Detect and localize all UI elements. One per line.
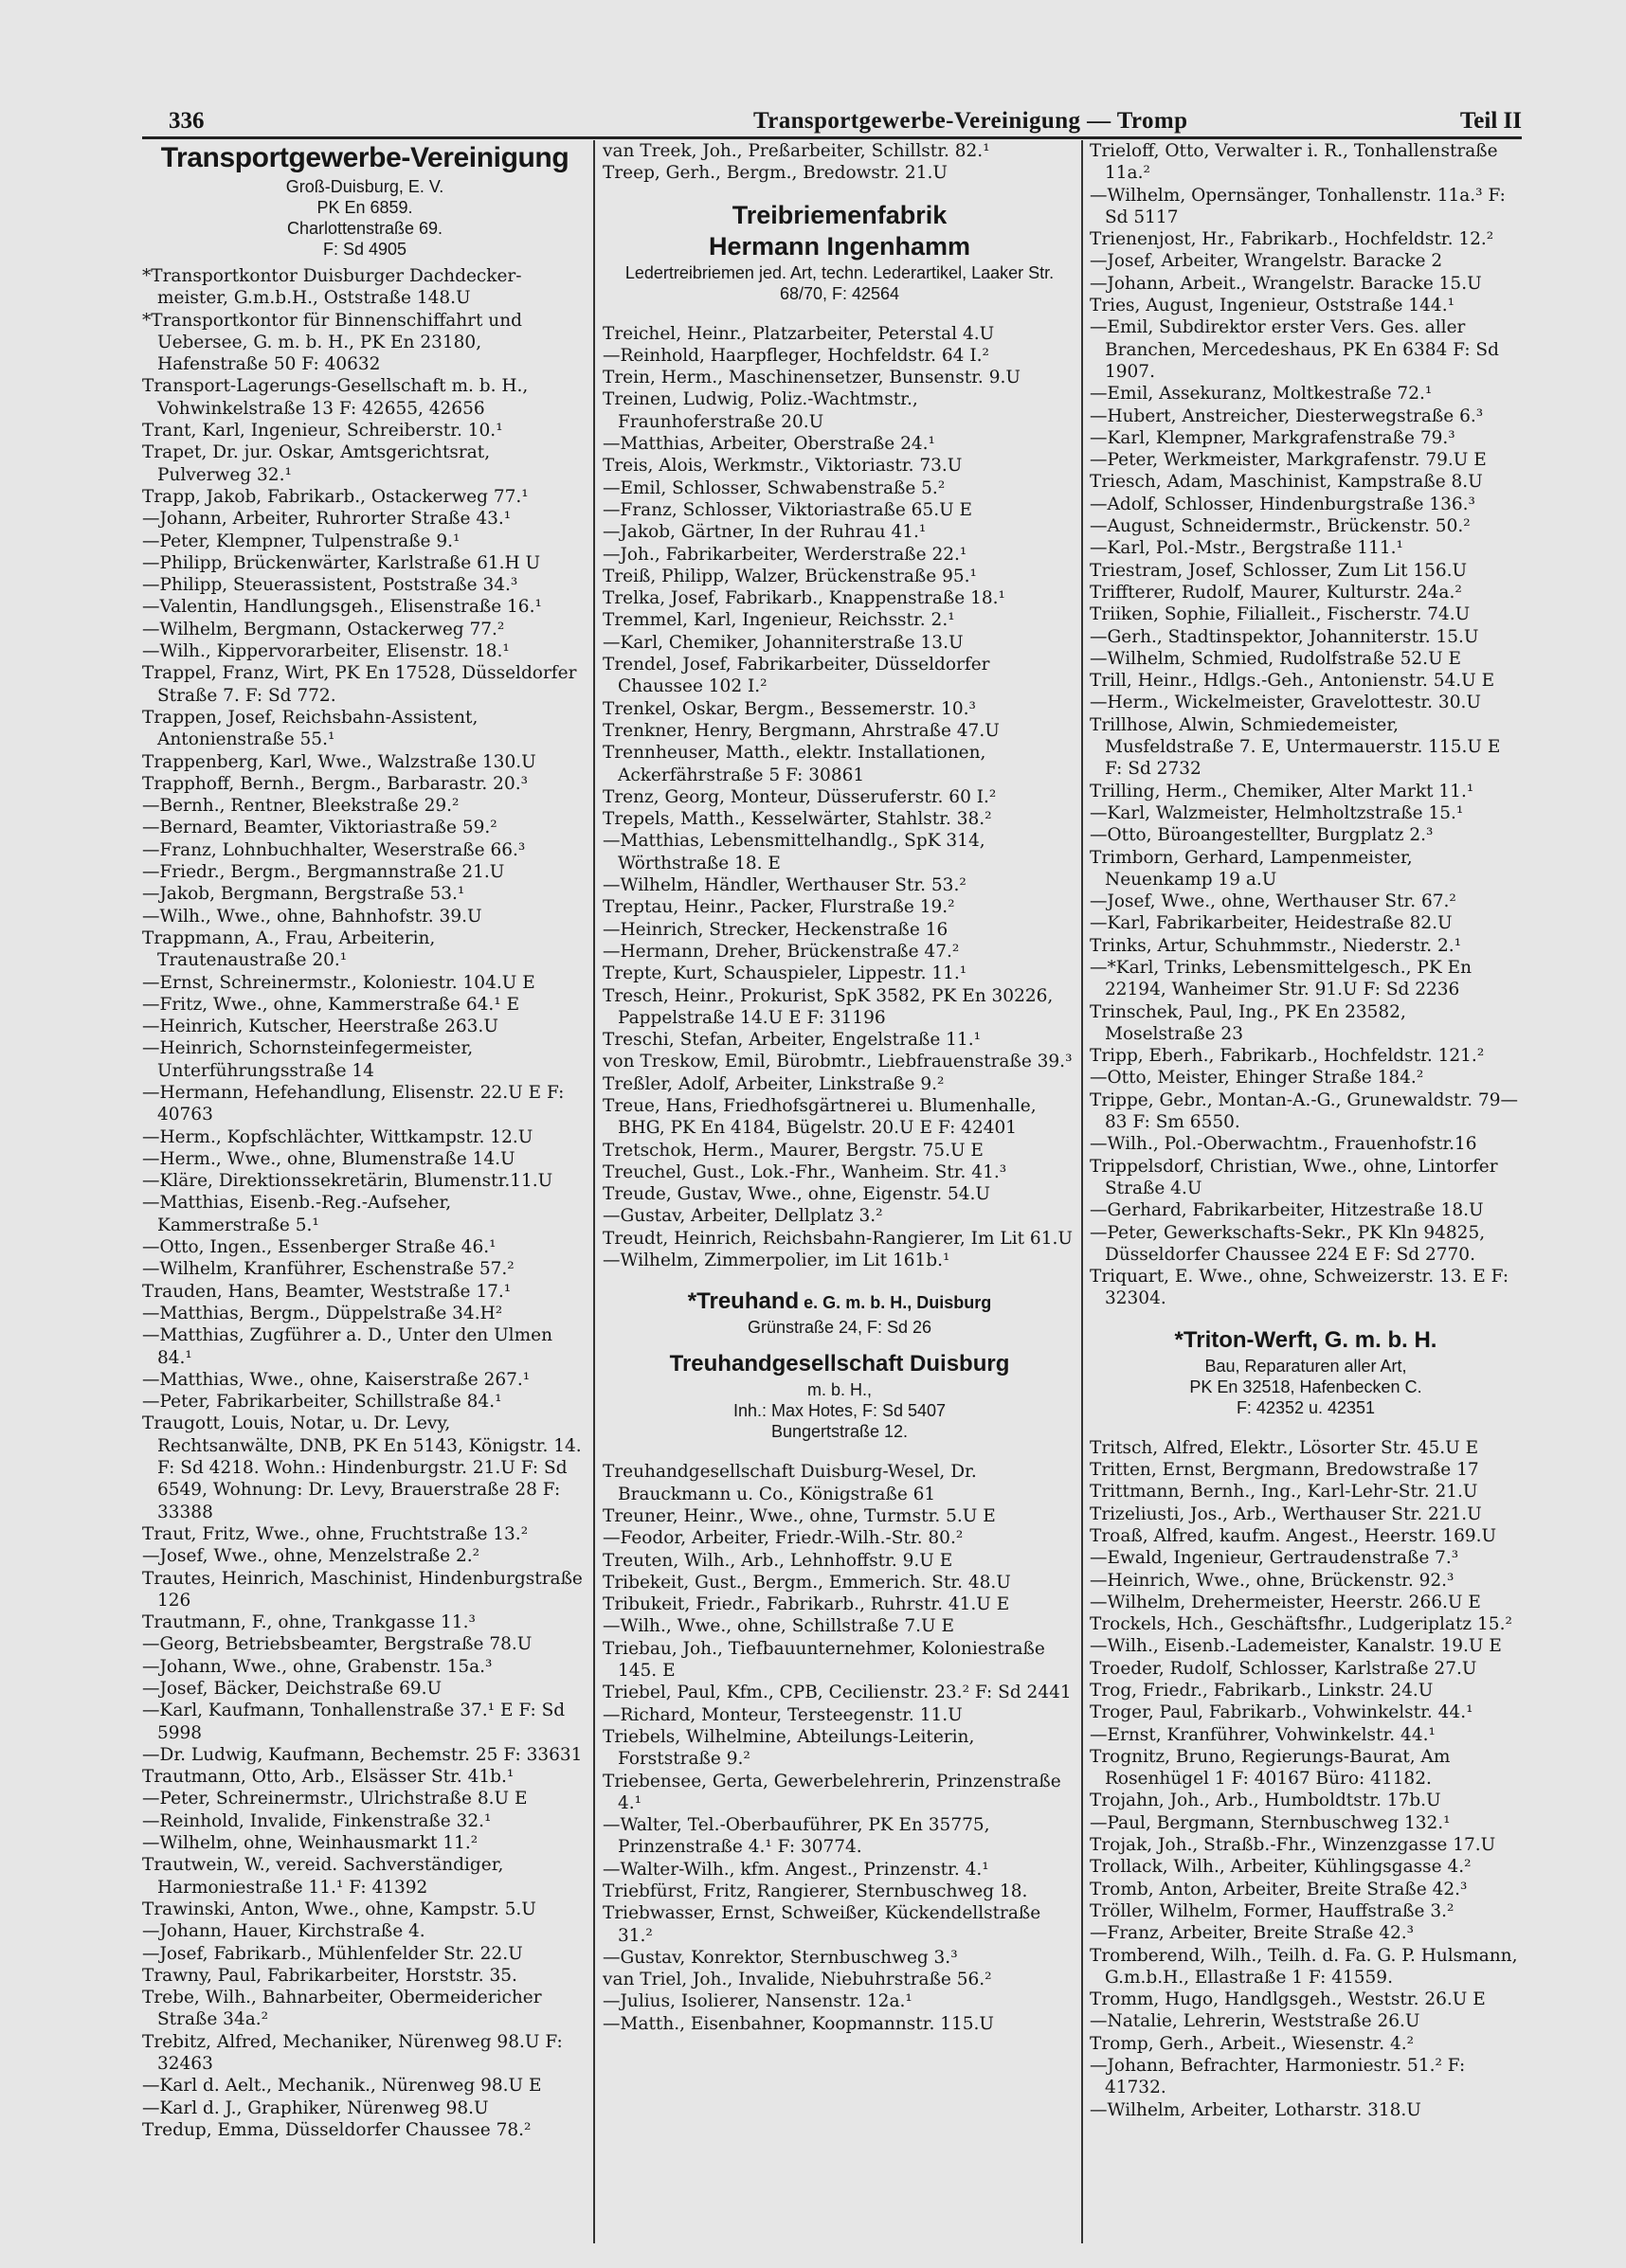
directory-entry: —Wilhelm, Zimmerpolier, im Lit 161b.¹ (603, 1251, 950, 1271)
directory-entry: —Josef, Arbeiter, Wrangelstr. Baracke 2 (1090, 251, 1443, 272)
directory-entry: —Ernst, Schreinermstr., Koloniestr. 104.U E (142, 972, 535, 993)
entry-list (603, 140, 1076, 185)
directory-entry: Treude, Gustav, Wwe., ohne, Eigenstr. 54.U (603, 1184, 991, 1205)
entry-list (1090, 140, 1522, 1310)
directory-entry: Treudt, Heinrich, Reichsbahn-Rangierer, Im Lit 61.U (603, 1228, 1073, 1249)
directory-entry: —Jakob, Gärtner, In der Ruhrau 41.¹ (603, 522, 927, 543)
directory-entry: Treuchel, Gust., Lok.-Fhr., Wanheim. Str. 41.³ (603, 1161, 1007, 1182)
directory-entry: Trenz, Georg, Monteur, Düsseruferstr. 60 I.² (603, 786, 997, 807)
ad-line: Groß-Duisburg, E. V. (285, 177, 444, 196)
directory-entry: —Georg, Betriebsbeamter, Bergstraße 78.U (142, 1634, 533, 1655)
directory-entry: —Hermann, Dreher, Brückenstraße 47.² (603, 941, 960, 962)
ad-line: F: 42352 u. 42351 (1236, 1397, 1376, 1417)
directory-entry: —Fritz, Wwe., ohne, Kammerstraße 64.¹ E (142, 994, 520, 1015)
directory-entry: Trennheuser, Matth., elektr. Installationen, Ackerfährstraße 5 F: 30861 (603, 743, 986, 785)
ad-line: Inh.: Max Hotes, F: Sd 5407 (732, 1401, 947, 1421)
directory-entry: —Heinrich, Schornsteinfegermeister, Unterführungsstraße 14 (142, 1038, 474, 1081)
directory-entry: *Transportkontor Duisburger Dachdecker-meister, G.m.b.H., Oststraße 148.U (142, 266, 522, 309)
directory-entry: —Wilh., Wwe., ohne, Schillstraße 7.U E (603, 1616, 955, 1637)
directory-entry: Treßler, Adolf, Arbeiter, Linkstraße 9.² (603, 1073, 945, 1094)
directory-entry: Triesch, Adam, Maschinist, Kampstraße 8.U (1090, 472, 1483, 493)
ad-line: F: Sd 4905 (322, 240, 407, 259)
directory-entry: —Emil, Subdirektor erster Vers. Ges. aller Branchen, Mercedeshaus, PK En 6384 F: Sd 1907. (1090, 317, 1499, 382)
directory-entry: —Wilhelm, ohne, Weinhausmarkt 11.² (142, 1833, 479, 1854)
directory-entry: —Peter, Fabrikarbeiter, Schillstraße 84.¹ (142, 1392, 502, 1413)
directory-entry: Traut, Fritz, Wwe., ohne, Fruchtstraße 13.² (142, 1523, 529, 1544)
directory-entry: Treiß, Philipp, Walzer, Brückenstraße 95.¹ (603, 566, 977, 586)
directory-entry: —Wilhelm, Händler, Werthauser Str. 53.² (603, 875, 967, 896)
directory-entry: Trill, Heinr., Hdlgs.-Geh., Antonienstr. 54.U E (1090, 671, 1495, 692)
directory-entry: Treptau, Heinr., Packer, Flurstraße 19.² (603, 897, 955, 918)
directory-entry: Tritten, Ernst, Bergmann, Bredowstraße 17 (1090, 1460, 1479, 1481)
column-2 (603, 140, 1076, 2245)
running-title: Transportgewerbe-Vereinigung — Tromp (753, 108, 1188, 134)
directory-entry: —August, Schneidermstr., Brückenstr. 50.² (1090, 516, 1471, 537)
directory-entry: —Matthias, Wwe., ohne, Kaiserstraße 267.¹ (142, 1369, 531, 1390)
directory-entry: —Ewald, Ingenieur, Gertraudenstraße 7.³ (1090, 1548, 1459, 1569)
directory-entry: Tribukeit, Friedr., Fabrikarb., Ruhrstr. 41.U E (603, 1594, 1010, 1615)
directory-entry: Trendel, Josef, Fabrikarbeiter, Düsseldorfer Chaussee 102 I.² (603, 655, 990, 697)
directory-entry: Triebensee, Gerta, Gewerbelehrerin, Prinzenstraße 4.¹ (603, 1771, 1061, 1813)
directory-entry: Tromp, Gerh., Arbeit., Wiesenstr. 4.² (1090, 2033, 1415, 2054)
directory-entry: —Emil, Assekuranz, Moltkestraße 72.¹ (1090, 384, 1433, 405)
directory-entry: —Walter, Tel.-Oberbauführer, PK En 35775, Prinzenstraße 4.¹ F: 30774. (603, 1815, 990, 1858)
column-divider (1081, 140, 1083, 2243)
directory-entry: —Otto, Ingen., Essenberger Straße 46.¹ (142, 1237, 497, 1258)
directory-entry: Trant, Karl, Ingenieur, Schreiberstr. 10.¹ (142, 421, 503, 441)
directory-entry: —Heinrich, Kutscher, Heerstraße 263.U (142, 1017, 498, 1037)
ad-title: Treuhandgesellschaft Duisburg (669, 1351, 1010, 1377)
directory-entry: Treichel, Heinr., Platzarbeiter, Peterstal 4.U (603, 323, 995, 344)
part-label: Teil II (1459, 108, 1522, 134)
directory-entry: —Peter, Klempner, Tulpenstraße 9.¹ (142, 531, 461, 551)
directory-entry: Trienenjost, Hr., Fabrikarb., Hochfeldstr. 12.² (1090, 229, 1494, 250)
directory-entry: —Joh., Fabrikarbeiter, Werderstraße 22.¹ (603, 544, 967, 565)
directory-entry: Trapphoff, Bernh., Bergm., Barbarastr. 20.³ (142, 773, 529, 794)
ad-title: *Triton-Werft, G. m. b. H. (1174, 1326, 1437, 1353)
directory-entry: —Emil, Schlosser, Schwabenstraße 5.² (603, 477, 946, 498)
directory-entry: Trippelsdorf, Christian, Wwe., ohne, Lintorfer Straße 4.U (1090, 1156, 1498, 1198)
directory-entry: Trippe, Gebr., Montan-A.-G., Grunewaldstr. 79—83 F: Sm 6550. (1090, 1089, 1518, 1133)
header-rule (142, 136, 1522, 139)
directory-entry: Treuten, Wilh., Arb., Lehnhoffstr. 9.U E (603, 1550, 953, 1571)
directory-entry: —Peter, Schreinermstr., Ulrichstraße 8.U E (142, 1789, 528, 1809)
ad-title: *Treuhand (687, 1288, 800, 1315)
directory-entry: —Valentin, Handlungsgeh., Elisenstraße 16.¹ (142, 597, 542, 618)
directory-entry: —Karl, Klempner, Markgrafenstraße 79.³ (1090, 427, 1455, 448)
directory-entry: —Gustav, Arbeiter, Dellplatz 3.² (603, 1206, 883, 1227)
directory-entry: Triiken, Sophie, Filialleit., Fischerstr. 74.U (1090, 604, 1471, 625)
directory-entry: —Wilhelm, Kranführer, Eschenstraße 57.² (142, 1259, 515, 1280)
directory-entry: —Karl, Walzmeister, Helmholtzstraße 15.¹ (1090, 802, 1464, 823)
directory-entry: —Richard, Monteur, Tersteegenstr. 11.U (603, 1704, 963, 1725)
directory-entry: Trapet, Dr. jur. Oskar, Amtsgerichtsrat, Pulverweg 32.¹ (142, 442, 491, 485)
directory-entry: von Treskow, Emil, Bürobmtr., Liebfrauenstraße 39.³ (603, 1052, 1073, 1072)
directory-entry: —Johann, Hauer, Kirchstraße 4. (142, 1921, 425, 1942)
ad-title: Hermann Ingenhamm (708, 231, 971, 261)
directory-entry: —Herm., Wwe., ohne, Blumenstraße 14.U (142, 1148, 515, 1169)
directory-entry: Traugott, Louis, Notar, u. Dr. Levy, Rechtsanwälte, DNB, PK En 5143, Königstr. 14. F: Sd 4218. Wohn.: Hindenburgstr. 21.U F: Sd 6549, Wohnung: Dr. Levy, Brauerstraße 28 F: 33388 (142, 1413, 582, 1522)
column-1 (142, 140, 587, 2245)
ad-title-suffix: e. G. m. b. H., Duisburg (804, 1293, 992, 1313)
directory-entry: Trillhose, Alwin, Schmiedemeister, Musfeldstraße 7. E, Untermauerstr. 115.U E F: Sd 2732 (1090, 714, 1501, 780)
directory-entry: —Ernst, Kranführer, Vohwinkelstr. 44.¹ (1090, 1724, 1436, 1745)
directory-entry: Trauden, Hans, Beamter, Weststraße 17.¹ (142, 1281, 512, 1302)
directory-entry: van Triel, Joh., Invalide, Niebuhrstraße 56.² (603, 1970, 992, 1990)
directory-entry: —Wilh., Kippervorarbeiter, Elisenstr. 18.¹ (142, 641, 510, 662)
directory-entry: —Franz, Schlosser, Viktoriastraße 65.U E (603, 499, 973, 520)
directory-entry: van Treek, Joh., Preßarbeiter, Schillstr. 82.¹ (603, 141, 990, 161)
directory-entry: Treis, Alois, Werkmstr., Viktoriastr. 73.U (603, 456, 963, 477)
entry-list (603, 1461, 1076, 2035)
directory-entry: Trawinski, Anton, Wwe., ohne, Kampstr. 5.U (142, 1899, 536, 1919)
directory-entry: Trebitz, Alfred, Mechaniker, Nürenweg 98.U F: 32463 (142, 2031, 563, 2075)
directory-entry: —Reinhold, Invalide, Finkenstraße 32.¹ (142, 1810, 492, 1831)
directory-entry: —Otto, Büroangestellter, Burgplatz 2.³ (1090, 825, 1434, 846)
directory-entry: —Reinhold, Haarpfleger, Hochfeldstr. 64 I.² (603, 345, 989, 366)
directory-entry: —Franz, Lohnbuchhalter, Weserstraße 66.³ (142, 839, 526, 860)
directory-entry: —Karl d. J., Graphiker, Nürenweg 98.U (142, 2097, 489, 2118)
column-3 (1090, 140, 1522, 2245)
directory-entry: Trein, Herm., Maschinensetzer, Bunsenstr. 9.U (603, 368, 1021, 388)
directory-entry: Trappenberg, Karl, Wwe., Walzstraße 130.U (142, 751, 536, 772)
directory-entry: —Kläre, Direktionssekretärin, Blumenstr.11.U (142, 1171, 553, 1192)
directory-entry: —Johann, Arbeiter, Ruhrorter Straße 43.¹ (142, 509, 512, 530)
directory-entry: —Karl, Kaufmann, Tonhallenstraße 37.¹ E F: Sd 5998 (142, 1701, 566, 1743)
directory-entry: —Gerhard, Fabrikarbeiter, Hitzestraße 18.U (1090, 1200, 1484, 1221)
directory-entry: Trautmann, F., ohne, Trankgasse 11.³ (142, 1612, 476, 1633)
ad-title: Treibriemenfabrik (732, 200, 948, 229)
directory-entry: Trinks, Artur, Schuhmmstr., Niederstr. 2.¹ (1090, 935, 1462, 956)
directory-entry: Treep, Gerh., Bergm., Bredowstr. 21.U (603, 163, 948, 184)
directory-entry: —*Karl, Trinks, Lebensmittelgesch., PK En 22194, Wanheimer Str. 91.U F: Sd 2236 (1090, 957, 1472, 1000)
directory-entry: —Philipp, Steuerassistent, Poststraße 34.³ (142, 575, 518, 596)
directory-entry: —Herm., Wickelmeister, Gravelottestr. 30.U (1090, 693, 1481, 713)
directory-entry: Trilling, Herm., Chemiker, Alter Markt 11.¹ (1090, 781, 1474, 801)
directory-entry: —Friedr., Bergm., Bergmannstraße 21.U (142, 862, 505, 883)
directory-entry: —Otto, Meister, Ehinger Straße 184.² (1090, 1068, 1424, 1089)
ad-line: Charlottenstraße 69. (286, 219, 443, 238)
directory-entry: —Matthias, Eisenb.-Reg.-Aufseher, Kammerstraße 5.¹ (142, 1193, 452, 1235)
directory-entry: *Transportkontor für Binnenschiffahrt und Uebersee, G. m. b. H., PK En 23180, Hafenstraße 50 F: 40632 (142, 310, 522, 375)
directory-entry: Tromb, Anton, Arbeiter, Breite Straße 42.³ (1090, 1879, 1468, 1899)
directory-entry: Trappen, Josef, Reichsbahn-Assistent, Antonienstraße 55.¹ (142, 707, 479, 750)
directory-entry: —Wilhelm, Drehermeister, Heerstr. 266.U E (1090, 1592, 1481, 1612)
directory-entry: Trautes, Heinrich, Maschinist, Hindenburgstraße 126 (142, 1568, 583, 1611)
directory-entry: Trautwein, W., vereid. Sachverständiger, Harmoniestraße 11.¹ F: 41392 (142, 1855, 504, 1898)
ad-block-treuhand (603, 1287, 1076, 1338)
directory-entry: Troeder, Rudolf, Schlosser, Karlstraße 27.U (1090, 1658, 1477, 1679)
directory-entry: Triebfürst, Fritz, Rangierer, Sternbuschweg 18. (603, 1881, 1028, 1901)
directory-entry: —Wilhelm, Schmied, Rudolfstraße 52.U E (1090, 648, 1462, 669)
directory-entry: Treschi, Stefan, Arbeiter, Engelstraße 11.¹ (603, 1030, 982, 1051)
directory-entry: Trimborn, Gerhard, Lampenmeister, Neuenkamp 19 a.U (1090, 847, 1413, 890)
entry-list (1090, 1437, 1522, 2121)
ad-line: PK En 32518, Hafenbecken C. (1189, 1377, 1422, 1396)
directory-entry: Tritsch, Alfred, Elektr., Lösorter Str. 45.U E (1090, 1437, 1479, 1458)
directory-entry: —Josef, Fabrikarb., Mühlenfelder Str. 22.U (142, 1943, 523, 1964)
directory-entry: Troaß, Alfred, kaufm. Angest., Heerstr. 169.U (1090, 1525, 1497, 1546)
page-number: 336 (169, 108, 205, 134)
directory-entry: Tretschok, Herm., Maurer, Bergstr. 75.U E (603, 1140, 984, 1161)
directory-entry: Tresch, Heinr., Prokurist, SpK 3582, PK En 30226, Pappelstraße 14.U E F: 31196 (603, 985, 1054, 1028)
directory-entry: Trepels, Matth., Kesselwärter, Stahlstr. 38.² (603, 809, 992, 830)
directory-entry: Transport-Lagerungs-Gesellschaft m. b. H., Vohwinkelstraße 13 F: 42655, 42656 (142, 376, 529, 419)
directory-entry: Trepte, Kurt, Schauspieler, Lippestr. 11.¹ (603, 963, 967, 984)
directory-entry: Tromberend, Wilh., Teilh. d. Fa. G. P. Hulsmann, G.m.b.H., Ellastraße 1 F: 41559. (1090, 1945, 1518, 1988)
ad-line: Ledertreibriemen jed. Art, techn. Lederartikel, Laaker Str. 68/70, F: 42564 (624, 262, 1055, 303)
directory-entry: —Heinrich, Wwe., ohne, Brückenstr. 92.³ (1090, 1570, 1454, 1591)
directory-entry: Trittmann, Bernh., Ing., Karl-Lehr-Str. 21.U (1090, 1482, 1478, 1503)
ad-title: Transportgewerbe-Vereinigung (160, 142, 569, 173)
directory-entry: Tripp, Eberh., Fabrikarb., Hochfeldstr. 121.² (1090, 1046, 1485, 1067)
directory-entry: —Matthias, Bergm., Düppelstraße 34.H² (142, 1303, 503, 1323)
directory-entry: Triffterer, Rudolf, Maurer, Kulturstr. 24a.² (1090, 582, 1462, 603)
directory-entry: Trockels, Hch., Geschäftsfhr., Ludgeriplatz 15.² (1090, 1614, 1512, 1635)
ad-block-treibriemenfabrik (603, 200, 1076, 304)
directory-entry: —Paul, Bergmann, Sternbuschweg 132.¹ (1090, 1812, 1451, 1833)
directory-entry: Treuner, Heinr., Wwe., ohne, Turmstr. 5.U E (603, 1505, 996, 1526)
directory-entry: Trojahn, Joh., Arb., Humboldtstr. 17b.U (1090, 1791, 1441, 1811)
directory-entry: Trapp, Jakob, Fabrikarb., Ostackerweg 77.¹ (142, 486, 529, 507)
directory-entry: —Heinrich, Strecker, Heckenstraße 16 (603, 919, 948, 940)
directory-entry: —Matthias, Arbeiter, Oberstraße 24.¹ (603, 434, 935, 455)
directory-entry: Tremmel, Karl, Ingenieur, Reichsstr. 2.¹ (603, 610, 955, 631)
directory-entry: Tries, August, Ingenieur, Oststraße 144.¹ (1090, 296, 1454, 316)
directory-entry: Troger, Paul, Fabrikarb., Vohwinkelstr. 44.¹ (1090, 1702, 1473, 1723)
directory-entry: Triebel, Paul, Kfm., CPB, Cecilienstr. 23.² F: Sd 2441 (603, 1683, 1072, 1703)
directory-entry: Trojak, Joh., Straßb.-Fhr., Winzenzgasse 17.U (1090, 1835, 1496, 1856)
directory-entry: —Hubert, Anstreicher, Diesterwegstraße 6.³ (1090, 405, 1484, 426)
directory-entry: —Bernard, Beamter, Viktoriastraße 59.² (142, 818, 497, 838)
directory-entry: Treuhandgesellschaft Duisburg-Wesel, Dr. Brauckmann u. Co., Königstraße 61 (603, 1462, 977, 1504)
directory-entry: —Johann, Befrachter, Harmoniestr. 51.² F: 41732. (1090, 2056, 1466, 2098)
directory-entry: —Wilh., Wwe., ohne, Bahnhofstr. 39.U (142, 906, 482, 927)
directory-entry: —Wilhelm, Arbeiter, Lotharstr. 318.U (1090, 2099, 1421, 2120)
directory-entry: Trog, Friedr., Fabrikarb., Linkstr. 24.U (1090, 1681, 1434, 1701)
directory-entry: Trenkner, Henry, Bergmann, Ahrstraße 47.U (603, 720, 1000, 741)
directory-entry: —Natalie, Lehrerin, Weststraße 26.U (1090, 2011, 1420, 2032)
page-header (142, 106, 1522, 138)
directory-entry: —Dr. Ludwig, Kaufmann, Bechemstr. 25 F: 33631 (142, 1744, 583, 1765)
directory-entry: —Johann, Wwe., ohne, Grabenstr. 15a.³ (142, 1656, 493, 1677)
directory-entry: —Wilhelm, Opernsänger, Tonhallenstr. 11a.³ F: Sd 5117 (1090, 185, 1506, 227)
directory-entry: Triebwasser, Ernst, Schweißer, Kückendellstraße 31.² (603, 1903, 1041, 1946)
directory-entry: —Karl, Chemiker, Johanniterstraße 13.U (603, 632, 964, 653)
directory-entry: —Wilh., Eisenb.-Lademeister, Kanalstr. 19.U E (1090, 1636, 1502, 1657)
directory-entry: —Walter-Wilh., kfm. Angest., Prinzenstr. 4.¹ (603, 1859, 989, 1880)
directory-entry: Trelka, Josef, Fabrikarb., Knappenstraße 18.¹ (603, 588, 1005, 609)
ad-line: Grünstraße 24, F: Sd 26 (747, 1318, 932, 1338)
directory-entry: Tromm, Hugo, Handlgsgeh., Weststr. 26.U E (1090, 1989, 1486, 2010)
directory-entry: —Johann, Arbeit., Wrangelstr. Baracke 15.U (1090, 273, 1482, 294)
directory-entry: —Jakob, Bergmann, Bergstraße 53.¹ (142, 884, 465, 905)
directory-entry: Trawny, Paul, Fabrikarbeiter, Horststr. 35. (142, 1965, 517, 1986)
directory-entry: —Peter, Gewerkschafts-Sekr., PK Kln 94825, Düsseldorfer Chaussee 224 E F: Sd 2770. (1090, 1222, 1486, 1265)
directory-entry: —Josef, Wwe., ohne, Werthauser Str. 67.² (1090, 891, 1456, 912)
directory-entry: —Karl d. Aelt., Mechanik., Nürenweg 98.U E (142, 2076, 542, 2097)
directory-entry: Trinschek, Paul, Ing., PK En 23582, Moselstraße 23 (1090, 1001, 1406, 1044)
directory-entry: —Gustav, Konrektor, Sternbuschweg 3.³ (603, 1947, 958, 1968)
directory-entry: —Josef, Wwe., ohne, Menzelstraße 2.² (142, 1546, 480, 1567)
ad-block-treuhandgesellschaft (603, 1349, 1076, 1442)
directory-entry: Triestram, Josef, Schlosser, Zum Lit 156.U (1090, 560, 1468, 581)
directory-entry: —Peter, Werkmeister, Markgrafenstr. 79.U E (1090, 450, 1487, 471)
ad-line: Bau, Reparaturen aller Art, (1204, 1356, 1407, 1376)
directory-entry: —Hermann, Hefehandlung, Elisenstr. 22.U E F: 40763 (142, 1082, 565, 1125)
directory-entry: Trizeliusti, Jos., Arb., Werthauser Str. 221.U (1090, 1503, 1482, 1524)
entry-list (603, 323, 1076, 1272)
directory-entry: Tribekeit, Gust., Bergm., Emmerich. Str. 48.U (603, 1572, 1011, 1593)
column-divider (593, 140, 595, 2243)
directory-entry: Triquart, E. Wwe., ohne, Schweizerstr. 13. E F: 32304. (1090, 1267, 1509, 1309)
directory-entry: —Karl, Pol.-Mstr., Bergstraße 111.¹ (1090, 538, 1403, 559)
ad-line: PK En 6859. (316, 198, 413, 217)
directory-entry: Trognitz, Bruno, Regierungs-Baurat, Am Rosenhügel 1 F: 40167 Büro: 41182. (1090, 1746, 1451, 1790)
directory-entry: —Wilhelm, Bergmann, Ostackerweg 77.² (142, 619, 505, 639)
directory-entry: Treinen, Ludwig, Poliz.-Wachtmstr., Fraunhoferstraße 20.U (603, 389, 918, 432)
directory-entry: —Matthias, Lebensmittelhandlg., SpK 314, Wörthstraße 18. E (603, 831, 985, 873)
directory-entry: —Julius, Isolierer, Nansenstr. 12a.¹ (603, 1991, 912, 2012)
directory-entry: Tredup, Emma, Düsseldorfer Chaussee 78.² (142, 2119, 532, 2140)
ad-block-transportgewerbe (142, 140, 587, 260)
directory-entry: —Franz, Arbeiter, Breite Straße 42.³ (1090, 1923, 1415, 1944)
directory-entry: Trappmann, A., Frau, Arbeiterin, Trautenaustraße 20.¹ (142, 927, 436, 971)
directory-entry: —Matthias, Zugführer a. D., Unter den Ulmen 84.¹ (142, 1325, 552, 1368)
directory-entry: Trautmann, Otto, Arb., Elsässer Str. 41b.¹ (142, 1767, 515, 1788)
directory-entry: —Wilh., Pol.-Oberwachtm., Frauenhofstr.16 (1090, 1134, 1477, 1155)
directory-entry: Tröller, Wilhelm, Former, Hauffstraße 3.² (1090, 1900, 1454, 1921)
ad-block-triton-werft (1090, 1325, 1522, 1418)
directory-entry: Trollack, Wilh., Arbeiter, Kühlingsgasse 4.² (1090, 1857, 1472, 1878)
directory-entry: —Feodor, Arbeiter, Friedr.-Wilh.-Str. 80.² (603, 1528, 964, 1549)
entry-list (142, 265, 587, 2141)
directory-entry: —Bernh., Rentner, Bleekstraße 29.² (142, 796, 460, 817)
directory-entry: —Philipp, Brückenwärter, Karlstraße 61.H U (142, 552, 541, 573)
directory-entry: —Gerh., Stadtinspektor, Johanniterstr. 15.U (1090, 626, 1479, 647)
directory-entry: Triebels, Wilhelmine, Abteilungs-Leiterin, Forststraße 9.² (603, 1726, 975, 1770)
directory-entry: Treue, Hans, Friedhofsgärtnerei u. Blumenhalle, BHG, PK En 4184, Bügelstr. 20.U E F: 42401 (603, 1095, 1037, 1139)
ad-line: Bungertstraße 12. (770, 1422, 909, 1442)
directory-entry: Trebe, Wilh., Bahnarbeiter, Obermeidericher Straße 34a.² (142, 1988, 542, 2030)
directory-entry: Triebau, Joh., Tiefbauunternehmer, Koloniestraße 145. E (603, 1638, 1045, 1682)
directory-entry: —Matth., Eisenbahner, Koopmannstr. 115.U (603, 2013, 995, 2034)
directory-entry: —Herm., Kopfschlächter, Wittkampstr. 12.U (142, 1126, 533, 1147)
directory-entry: —Karl, Fabrikarbeiter, Heidestraße 82.U (1090, 913, 1453, 934)
directory-entry: —Adolf, Schlosser, Hindenburgstraße 136.³ (1090, 494, 1475, 514)
directory-entry: Trenkel, Oskar, Bergm., Bessemerstr. 10.³ (603, 698, 976, 719)
directory-entry: Trieloff, Otto, Verwalter i. R., Tonhallenstraße 11a.² (1090, 141, 1498, 184)
ad-line: m. b. H., (806, 1380, 872, 1400)
directory-entry: Trappel, Franz, Wirt, PK En 17528, Düsseldorfer Straße 7. F: Sd 772. (142, 663, 577, 706)
directory-entry: —Josef, Bäcker, Deichstraße 69.U (142, 1679, 443, 1699)
